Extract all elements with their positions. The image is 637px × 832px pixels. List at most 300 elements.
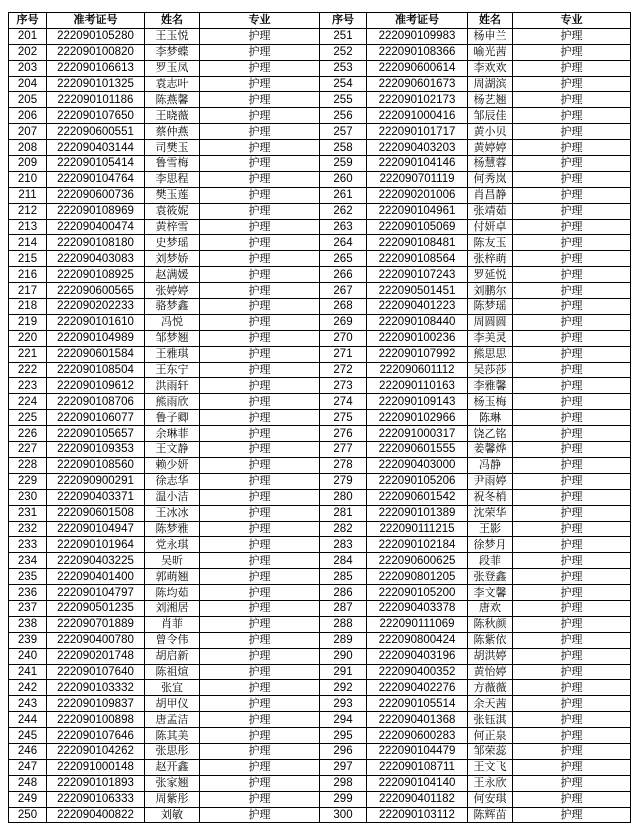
- seq-cell: 300: [320, 807, 367, 823]
- major-cell: 护理: [513, 442, 631, 458]
- seq-cell: 238: [9, 616, 47, 632]
- name-cell: 邹荣蕊: [468, 743, 513, 759]
- name-cell: 陈其美: [145, 728, 200, 744]
- major-cell: 护理: [200, 775, 320, 791]
- major-cell: 护理: [200, 76, 320, 92]
- exam-id-cell: 222090100236: [367, 330, 468, 346]
- name-cell: 张钰淇: [468, 712, 513, 728]
- major-cell: 护理: [513, 92, 631, 108]
- name-cell: 刘鹏尔: [468, 283, 513, 299]
- seq-cell: 204: [9, 76, 47, 92]
- exam-id-cell: 222090105200: [367, 585, 468, 601]
- major-cell: 护理: [200, 569, 320, 585]
- major-cell: 护理: [513, 60, 631, 76]
- major-cell: 护理: [513, 759, 631, 775]
- major-cell: 护理: [513, 712, 631, 728]
- name-cell: 陈辉苗: [468, 807, 513, 823]
- table-row: [9, 394, 631, 410]
- exam-id-cell: 222090109353: [47, 442, 145, 458]
- seq-cell: 280: [320, 489, 367, 505]
- seq-cell: 233: [9, 537, 47, 553]
- table-row: [9, 585, 631, 601]
- name-cell: 袁筱妮: [145, 203, 200, 219]
- exam-id-cell: 222090600283: [367, 728, 468, 744]
- table-row: [9, 680, 631, 696]
- major-cell: 护理: [200, 616, 320, 632]
- name-cell: 段菲: [468, 553, 513, 569]
- major-cell: 护理: [200, 553, 320, 569]
- exam-id-cell: 222090106613: [47, 60, 145, 76]
- exam-id-cell: 222090105069: [367, 219, 468, 235]
- major-cell: 护理: [200, 108, 320, 124]
- name-cell: 王雅琪: [145, 346, 200, 362]
- major-cell: 护理: [513, 378, 631, 394]
- name-cell: 曾令伟: [145, 632, 200, 648]
- major-cell: 护理: [200, 156, 320, 172]
- table-row: [9, 346, 631, 362]
- exam-id-cell: 222090201006: [367, 187, 468, 203]
- seq-cell: 224: [9, 394, 47, 410]
- seq-cell: 226: [9, 426, 47, 442]
- exam-id-cell: 222090400474: [47, 219, 145, 235]
- exam-id-cell: 222090600565: [47, 283, 145, 299]
- seq-cell: 250: [9, 807, 47, 823]
- table-row: [9, 426, 631, 442]
- seq-cell: 256: [320, 108, 367, 124]
- major-cell: 护理: [513, 696, 631, 712]
- seq-cell: 268: [320, 299, 367, 315]
- seq-cell: 207: [9, 124, 47, 140]
- seq-cell: 232: [9, 521, 47, 537]
- exam-id-cell: 222090105514: [367, 696, 468, 712]
- seq-cell: 222: [9, 362, 47, 378]
- major-cell: 护理: [513, 505, 631, 521]
- name-cell: 付妍卓: [468, 219, 513, 235]
- exam-id-cell: 222091000317: [367, 426, 468, 442]
- seq-cell: 243: [9, 696, 47, 712]
- seq-cell: 246: [9, 743, 47, 759]
- name-cell: 胡启新: [145, 648, 200, 664]
- seq-cell: 231: [9, 505, 47, 521]
- seq-cell: 219: [9, 314, 47, 330]
- name-cell: 赵开鑫: [145, 759, 200, 775]
- table-row: [9, 251, 631, 267]
- major-cell: 护理: [513, 569, 631, 585]
- table-row: [9, 457, 631, 473]
- major-cell: 护理: [513, 299, 631, 315]
- name-cell: 王文静: [145, 442, 200, 458]
- seq-cell: 266: [320, 267, 367, 283]
- seq-cell: 282: [320, 521, 367, 537]
- exam-id-cell: 222090102966: [367, 410, 468, 426]
- major-cell: 护理: [513, 235, 631, 251]
- major-cell: 护理: [513, 632, 631, 648]
- seq-cell: 262: [320, 203, 367, 219]
- name-cell: 姜馨烨: [468, 442, 513, 458]
- seq-cell: 272: [320, 362, 367, 378]
- seq-cell: 218: [9, 299, 47, 315]
- exam-id-cell: 222090600551: [47, 124, 145, 140]
- exam-id-cell: 222090110163: [367, 378, 468, 394]
- exam-id-cell: 222090403371: [47, 489, 145, 505]
- major-cell: 护理: [513, 251, 631, 267]
- table-body: [9, 28, 631, 823]
- header-name: 姓名: [468, 13, 513, 29]
- major-cell: 护理: [513, 648, 631, 664]
- exam-id-cell: 222090108504: [47, 362, 145, 378]
- name-cell: 陈燕馨: [145, 92, 200, 108]
- seq-cell: 237: [9, 600, 47, 616]
- seq-cell: 294: [320, 712, 367, 728]
- name-cell: 喻光茜: [468, 44, 513, 60]
- exam-id-cell: 222090201748: [47, 648, 145, 664]
- major-cell: 护理: [200, 426, 320, 442]
- seq-cell: 214: [9, 235, 47, 251]
- major-cell: 护理: [513, 187, 631, 203]
- seq-cell: 240: [9, 648, 47, 664]
- name-cell: 肖昌静: [468, 187, 513, 203]
- exam-id-cell: 222090501451: [367, 283, 468, 299]
- exam-id-cell: 222090101389: [367, 505, 468, 521]
- seq-cell: 245: [9, 728, 47, 744]
- major-cell: 护理: [513, 219, 631, 235]
- seq-cell: 290: [320, 648, 367, 664]
- name-cell: 余天茜: [468, 696, 513, 712]
- major-cell: 护理: [200, 346, 320, 362]
- name-cell: 陈秋颜: [468, 616, 513, 632]
- name-cell: 陈琳: [468, 410, 513, 426]
- major-cell: 护理: [513, 775, 631, 791]
- exam-id-cell: 222090108366: [367, 44, 468, 60]
- seq-cell: 244: [9, 712, 47, 728]
- seq-cell: 298: [320, 775, 367, 791]
- exam-id-cell: 222090400780: [47, 632, 145, 648]
- exam-id-cell: 222090600614: [367, 60, 468, 76]
- name-cell: 赖少妍: [145, 457, 200, 473]
- exam-id-cell: 222090403225: [47, 553, 145, 569]
- major-cell: 护理: [200, 314, 320, 330]
- name-cell: 唐孟洁: [145, 712, 200, 728]
- name-cell: 李思程: [145, 171, 200, 187]
- major-cell: 护理: [200, 299, 320, 315]
- seq-cell: 217: [9, 283, 47, 299]
- seq-cell: 235: [9, 569, 47, 585]
- table-row: [9, 505, 631, 521]
- table-row: [9, 473, 631, 489]
- major-cell: 护理: [513, 394, 631, 410]
- name-cell: 黄婷婷: [468, 140, 513, 156]
- seq-cell: 297: [320, 759, 367, 775]
- exam-id-cell: 222090403144: [47, 140, 145, 156]
- exam-id-cell: 222090601555: [367, 442, 468, 458]
- major-cell: 护理: [513, 124, 631, 140]
- name-cell: 史梦瑶: [145, 235, 200, 251]
- name-cell: 骆梦鑫: [145, 299, 200, 315]
- name-cell: 黄小贝: [468, 124, 513, 140]
- name-cell: 熊思思: [468, 346, 513, 362]
- major-cell: 护理: [200, 362, 320, 378]
- name-cell: 刘湘居: [145, 600, 200, 616]
- seq-cell: 203: [9, 60, 47, 76]
- seq-cell: 241: [9, 664, 47, 680]
- seq-cell: 292: [320, 680, 367, 696]
- major-cell: 护理: [513, 585, 631, 601]
- major-cell: 护理: [513, 600, 631, 616]
- major-cell: 护理: [200, 537, 320, 553]
- name-cell: 王东宁: [145, 362, 200, 378]
- exam-id-cell: 222090108969: [47, 203, 145, 219]
- exam-id-cell: 222090108564: [367, 251, 468, 267]
- header-seq: 序号: [320, 13, 367, 29]
- table-row: [9, 743, 631, 759]
- major-cell: 护理: [513, 203, 631, 219]
- seq-cell: 247: [9, 759, 47, 775]
- name-cell: 张靖茹: [468, 203, 513, 219]
- major-cell: 护理: [200, 28, 320, 44]
- major-cell: 护理: [513, 664, 631, 680]
- name-cell: 饶乙铭: [468, 426, 513, 442]
- exam-id-cell: 222090401223: [367, 299, 468, 315]
- name-cell: 洪雨轩: [145, 378, 200, 394]
- table-row: [9, 203, 631, 219]
- name-cell: 王永欣: [468, 775, 513, 791]
- table-row: [9, 235, 631, 251]
- exam-id-cell: 222090403203: [367, 140, 468, 156]
- major-cell: 护理: [200, 759, 320, 775]
- exam-id-cell: 222090100820: [47, 44, 145, 60]
- table-row: [9, 648, 631, 664]
- exam-id-cell: 222090104479: [367, 743, 468, 759]
- major-cell: 护理: [200, 378, 320, 394]
- table-row: [9, 569, 631, 585]
- exam-id-cell: 222090401182: [367, 791, 468, 807]
- table-row: [9, 60, 631, 76]
- name-cell: 何安琪: [468, 791, 513, 807]
- seq-cell: 271: [320, 346, 367, 362]
- table-row: [9, 171, 631, 187]
- seq-cell: 228: [9, 457, 47, 473]
- exam-id-cell: 222090108706: [47, 394, 145, 410]
- exam-id-cell: 222090100898: [47, 712, 145, 728]
- name-cell: 陈梦瑶: [468, 299, 513, 315]
- exam-id-cell: 222090111215: [367, 521, 468, 537]
- name-cell: 张登鑫: [468, 569, 513, 585]
- table-row: [9, 537, 631, 553]
- name-cell: 徐志华: [145, 473, 200, 489]
- seq-cell: 253: [320, 60, 367, 76]
- major-cell: 护理: [513, 473, 631, 489]
- major-cell: 护理: [513, 743, 631, 759]
- name-cell: 冯悦: [145, 314, 200, 330]
- table-row: [9, 267, 631, 283]
- seq-cell: 270: [320, 330, 367, 346]
- seq-cell: 212: [9, 203, 47, 219]
- table-row: [9, 108, 631, 124]
- exam-id-cell: 222090108481: [367, 235, 468, 251]
- seq-cell: 213: [9, 219, 47, 235]
- table-row: [9, 44, 631, 60]
- name-cell: 袁志叶: [145, 76, 200, 92]
- table-row: [9, 314, 631, 330]
- name-cell: 徐梦月: [468, 537, 513, 553]
- major-cell: 护理: [513, 156, 631, 172]
- major-cell: 护理: [513, 616, 631, 632]
- exam-id-cell: 222090105414: [47, 156, 145, 172]
- major-cell: 护理: [513, 330, 631, 346]
- exam-id-cell: 222090101717: [367, 124, 468, 140]
- name-cell: 张思彤: [145, 743, 200, 759]
- seq-cell: 225: [9, 410, 47, 426]
- exam-id-cell: 222090104764: [47, 171, 145, 187]
- seq-cell: 255: [320, 92, 367, 108]
- major-cell: 护理: [200, 489, 320, 505]
- table-row: [9, 362, 631, 378]
- name-cell: 吴昕: [145, 553, 200, 569]
- seq-cell: 299: [320, 791, 367, 807]
- name-cell: 胡甲仪: [145, 696, 200, 712]
- exam-id-cell: 222090106077: [47, 410, 145, 426]
- exam-id-cell: 222090103332: [47, 680, 145, 696]
- name-cell: 杨申兰: [468, 28, 513, 44]
- exam-id-cell: 222090402276: [367, 680, 468, 696]
- major-cell: 护理: [513, 108, 631, 124]
- seq-cell: 208: [9, 140, 47, 156]
- name-cell: 张梓萌: [468, 251, 513, 267]
- seq-cell: 209: [9, 156, 47, 172]
- major-cell: 护理: [513, 283, 631, 299]
- name-cell: 周紫彤: [145, 791, 200, 807]
- name-cell: 方薇薇: [468, 680, 513, 696]
- exam-id-cell: 222090601112: [367, 362, 468, 378]
- exam-id-cell: 222090800424: [367, 632, 468, 648]
- major-cell: 护理: [513, 346, 631, 362]
- exam-id-cell: 222090403083: [47, 251, 145, 267]
- seq-cell: 236: [9, 585, 47, 601]
- seq-cell: 257: [320, 124, 367, 140]
- exam-id-cell: 222090401400: [47, 569, 145, 585]
- seq-cell: 279: [320, 473, 367, 489]
- seq-cell: 227: [9, 442, 47, 458]
- exam-id-cell: 222090107646: [47, 728, 145, 744]
- major-cell: 护理: [200, 791, 320, 807]
- seq-cell: 291: [320, 664, 367, 680]
- major-cell: 护理: [513, 171, 631, 187]
- major-cell: 护理: [513, 140, 631, 156]
- table-row: [9, 92, 631, 108]
- seq-cell: 276: [320, 426, 367, 442]
- name-cell: 张婷婷: [145, 283, 200, 299]
- major-cell: 护理: [200, 283, 320, 299]
- seq-cell: 264: [320, 235, 367, 251]
- seq-cell: 221: [9, 346, 47, 362]
- exam-id-cell: 222090701889: [47, 616, 145, 632]
- exam-id-cell: 222090106333: [47, 791, 145, 807]
- exam-id-cell: 222090104140: [367, 775, 468, 791]
- seq-cell: 269: [320, 314, 367, 330]
- exam-id-cell: 222090403378: [367, 600, 468, 616]
- exam-id-cell: 222090111069: [367, 616, 468, 632]
- name-cell: 熊雨欣: [145, 394, 200, 410]
- major-cell: 护理: [200, 394, 320, 410]
- exam-id-cell: 222091000416: [367, 108, 468, 124]
- name-cell: 李欢欢: [468, 60, 513, 76]
- table-row: [9, 378, 631, 394]
- seq-cell: 285: [320, 569, 367, 585]
- name-cell: 陈友玉: [468, 235, 513, 251]
- name-cell: 王玉悦: [145, 28, 200, 44]
- table-row: [9, 28, 631, 44]
- candidate-table: [8, 12, 631, 823]
- name-cell: 王晓薇: [145, 108, 200, 124]
- major-cell: 护理: [200, 140, 320, 156]
- name-cell: 陈祖煊: [145, 664, 200, 680]
- exam-id-cell: 222090102184: [367, 537, 468, 553]
- name-cell: 陈紫依: [468, 632, 513, 648]
- name-cell: 刘敏: [145, 807, 200, 823]
- table-row: [9, 712, 631, 728]
- name-cell: 杨艺翘: [468, 92, 513, 108]
- seq-cell: 201: [9, 28, 47, 44]
- table-row: [9, 283, 631, 299]
- header-seq: 序号: [9, 13, 47, 29]
- name-cell: 张家翘: [145, 775, 200, 791]
- major-cell: 护理: [513, 521, 631, 537]
- table-row: [9, 600, 631, 616]
- seq-cell: 265: [320, 251, 367, 267]
- exam-id-cell: 222090104146: [367, 156, 468, 172]
- seq-cell: 220: [9, 330, 47, 346]
- major-cell: 护理: [200, 203, 320, 219]
- major-cell: 护理: [200, 632, 320, 648]
- seq-cell: 230: [9, 489, 47, 505]
- major-cell: 护理: [200, 807, 320, 823]
- seq-cell: 211: [9, 187, 47, 203]
- exam-id-cell: 222090107650: [47, 108, 145, 124]
- major-cell: 护理: [200, 696, 320, 712]
- seq-cell: 284: [320, 553, 367, 569]
- major-cell: 护理: [513, 410, 631, 426]
- table-row: [9, 442, 631, 458]
- major-cell: 护理: [200, 712, 320, 728]
- seq-cell: 273: [320, 378, 367, 394]
- exam-id-cell: 222090601673: [367, 76, 468, 92]
- seq-cell: 289: [320, 632, 367, 648]
- seq-cell: 216: [9, 267, 47, 283]
- table-row: [9, 299, 631, 315]
- major-cell: 护理: [200, 44, 320, 60]
- table-row: [9, 775, 631, 791]
- major-cell: 护理: [200, 235, 320, 251]
- name-cell: 张宜: [145, 680, 200, 696]
- major-cell: 护理: [200, 600, 320, 616]
- seq-cell: 286: [320, 585, 367, 601]
- seq-cell: 281: [320, 505, 367, 521]
- exam-id-cell: 222090109837: [47, 696, 145, 712]
- major-cell: 护理: [200, 60, 320, 76]
- table-row: [9, 521, 631, 537]
- exam-id-cell: 222090108440: [367, 314, 468, 330]
- seq-cell: 206: [9, 108, 47, 124]
- table-row: [9, 632, 631, 648]
- name-cell: 邹辰佳: [468, 108, 513, 124]
- exam-id-cell: 222090109983: [367, 28, 468, 44]
- exam-id-cell: 222090104989: [47, 330, 145, 346]
- name-cell: 杨玉梅: [468, 394, 513, 410]
- table-row: [9, 728, 631, 744]
- name-cell: 李梦蝶: [145, 44, 200, 60]
- seq-cell: 249: [9, 791, 47, 807]
- name-cell: 祝冬梢: [468, 489, 513, 505]
